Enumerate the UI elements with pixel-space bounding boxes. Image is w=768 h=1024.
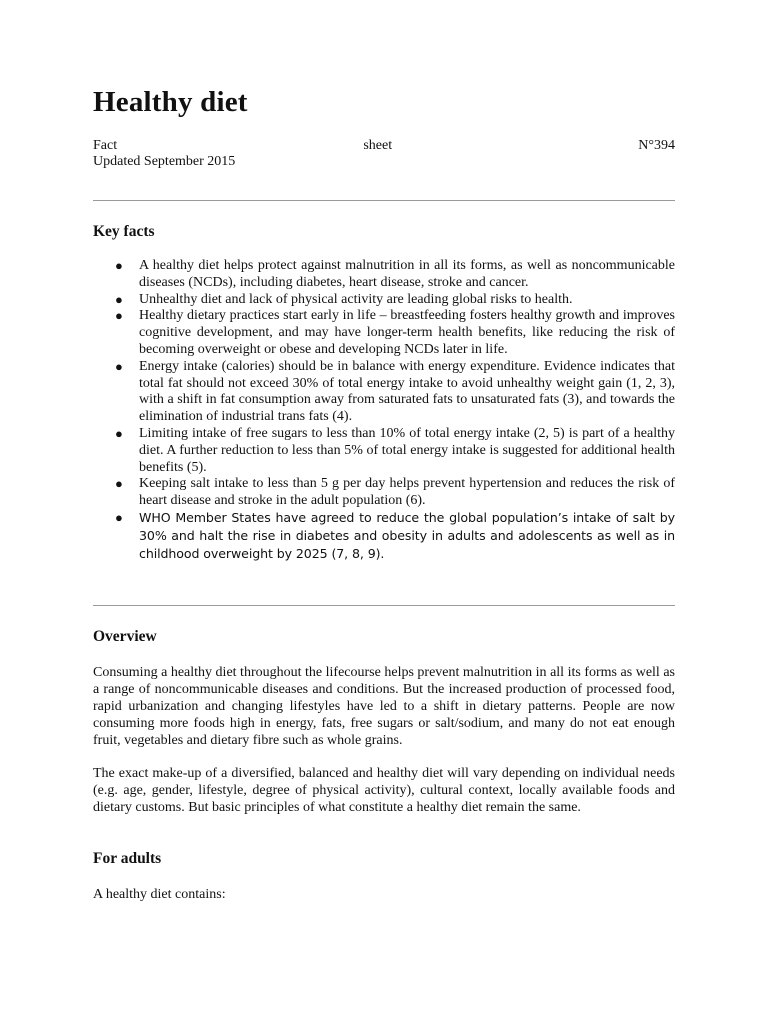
key-facts-heading: Key facts <box>93 223 155 240</box>
bullet-icon: ● <box>115 425 123 441</box>
bullet-icon: ● <box>115 509 123 525</box>
list-item: ● Healthy dietary practices start early in life – breastfeeding fosters healthy growth and improves cognitive development, and may have longer-term health benefits, like reducing the risk of becoming overweight or obese and developing NCDs later in life. <box>115 308 675 357</box>
divider <box>93 200 675 201</box>
sheet-number: N°394 <box>638 138 675 153</box>
list-item: ● Energy intake (calories) should be in balance with energy expenditure. Evidence indicates that total fat should not exceed 30% of total energy intake to avoid unhealthy weight gain (1, 2, 3), with a shift in fat consumption away from saturated fats to unsaturated fats (3), and towards the elimination of industrial trans fats (4). <box>115 358 675 425</box>
key-facts-list <box>93 258 675 563</box>
list-item: ● Unhealthy diet and lack of physical activity are leading global risks to health. <box>115 291 573 307</box>
overview-paragraph: The exact make-up of a diversified, balanced and healthy diet will vary depending on individual needs (e.g. age, gender, lifestyle, degree of physical activity), cultural context, locally available foods and dietary customs. But basic principles of what constitute a healthy diet remain the same. <box>93 766 675 815</box>
overview-paragraph: Consuming a healthy diet throughout the lifecourse helps prevent malnutrition in all its forms as well as a range of noncommunicable diseases and conditions. But the increased production of processed food, rapid urbanization and changing lifestyles have led to a shift in dietary patterns. People are now consuming more foods high in energy, fats, free sugars or salt/sodium, and many do not eat enough fruit, vegetables and dietary fibre such as whole grains. <box>93 665 675 748</box>
for-adults-heading: For adults <box>93 850 162 867</box>
bullet-icon: ● <box>115 258 123 273</box>
bullet-icon: ● <box>115 291 123 307</box>
fact-sheet-line <box>93 138 675 154</box>
document-title: Healthy diet <box>93 86 248 118</box>
for-adults-intro: A healthy diet contains: <box>93 887 226 902</box>
fact-label: Fact <box>93 138 118 153</box>
updated-date: Updated September 2015 <box>93 154 236 169</box>
divider <box>93 605 675 606</box>
bullet-icon: ● <box>115 476 123 492</box>
bullet-icon: ● <box>115 358 123 374</box>
overview-heading: Overview <box>93 628 157 645</box>
bullet-icon: ● <box>115 308 123 324</box>
list-item: ● Limiting intake of free sugars to less than 10% of total energy intake (2, 5) is part of a healthy diet. A further reduction to less than 5% of total energy intake is suggested for additional health benefits (5). <box>115 425 675 475</box>
list-item: ● A healthy diet helps protect against malnutrition in all its forms, as well as noncommunicable diseases (NCDs), including diabetes, heart disease, stroke and cancer. <box>115 258 675 290</box>
list-item: ● WHO Member States have agreed to reduce the global population’s intake of salt by 30% and halt the rise in diabetes and obesity in adults and adolescents as well as in childhood overweight by 2025 (7, 8, 9). <box>115 509 675 561</box>
sheet-label: sheet <box>363 138 393 153</box>
list-item: ● Keeping salt intake to less than 5 g per day helps prevent hypertension and reduces the risk of heart disease and stroke in the adult population (6). <box>115 476 675 509</box>
